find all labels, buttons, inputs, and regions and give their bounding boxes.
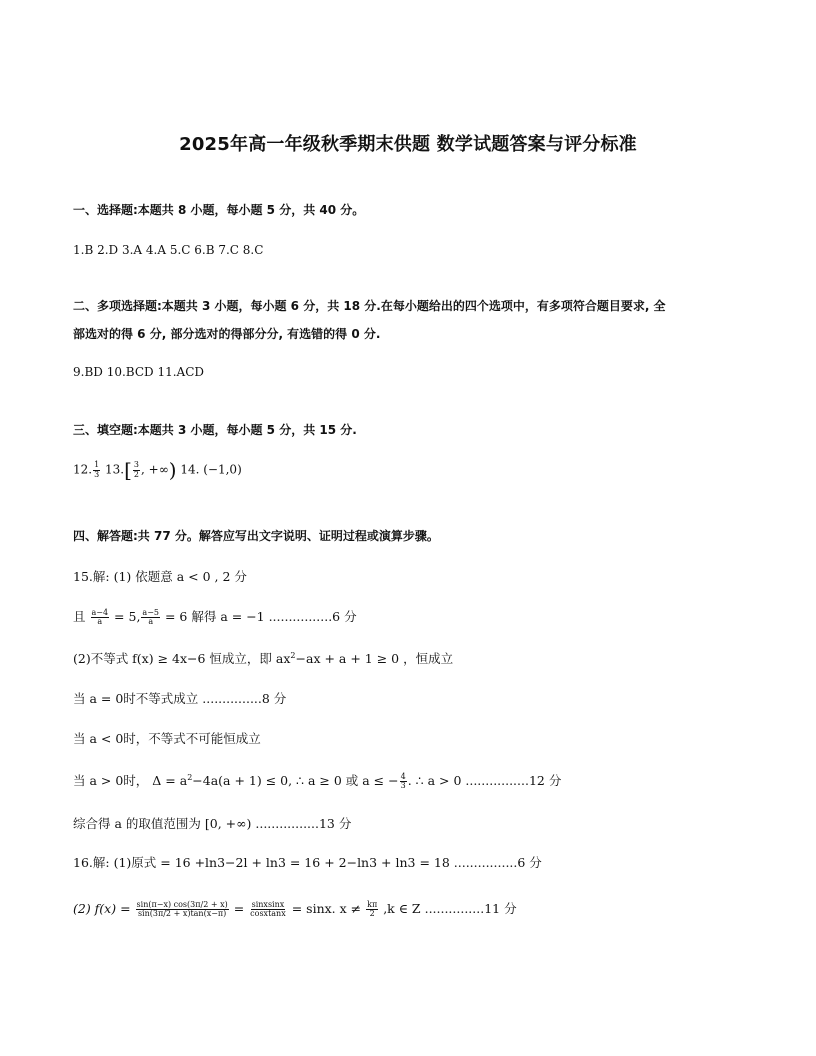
answer-13-label: 13.	[105, 462, 125, 477]
q16-line-2-suffix: ,k ∈ Z ...............11 分	[383, 901, 517, 916]
answer-14: 14. (−1,0)	[180, 462, 242, 477]
q15-line-2-mid: = 5,	[114, 609, 141, 624]
answer-12-label: 12.	[73, 462, 93, 477]
page-title: 2025年高一年级秋季期末供题 数学试题答案与评分标准	[179, 134, 637, 155]
q16-line-1: 16.解: (1)原式 = 16 +ln3−2l + ln3 = 16 + 2−ln3 + ln3 = 18 ................6 分	[73, 855, 542, 870]
q15-line-6-denominator: 3	[400, 781, 406, 791]
q15-line-5: 当 a < 0时，不等式不可能恒成立	[73, 731, 261, 746]
q15-fraction-2	[141, 609, 160, 627]
q15-line-6	[73, 772, 561, 791]
section-1-heading: 一、选择题:本题共 8 小题，每小题 5 分，共 40 分。	[73, 203, 365, 217]
q15-line-4: 当 a = 0时不等式成立 ...............8 分	[73, 691, 287, 706]
q15-line-6-mid: −4a(a + 1) ≤ 0, ∴ a ≥ 0 或 a ≤ −	[192, 773, 399, 789]
q15-fraction-1-denominator: a	[97, 617, 103, 626]
section-3-heading: 三、填空题:本题共 3 小题，每小题 5 分，共 15 分.	[73, 423, 357, 437]
q16-equals: =	[233, 901, 245, 916]
q15-line-6-fraction	[400, 773, 407, 791]
answer-12-numerator: 1	[94, 460, 100, 470]
q15-fraction-1	[91, 609, 110, 627]
section-2-heading-line-2: 部选对的得 6 分, 部分选对的得部分分, 有选错的得 0 分.	[73, 327, 381, 341]
q16-fraction-2	[249, 901, 287, 919]
q16-fraction-2-numerator: sinxsinx	[251, 899, 285, 909]
section-2-answers: 9.BD 10.BCD 11.ACD	[73, 365, 204, 379]
q15-line-7: 综合得 a 的取值范围为 [0, +∞) ................13 分	[73, 816, 352, 831]
q15-line-3-suffix: −ax + a + 1 ≥ 0 ，恒成立	[295, 651, 454, 667]
section-4-heading: 四、解答题:共 77 分。解答应写出文字说明、证明过程或演算步骤。	[73, 529, 439, 543]
q16-line-2-prefix: (2) f(x) =	[73, 901, 131, 916]
q15-fraction-2-numerator: a−5	[142, 607, 159, 617]
section-1-answers: 1.B 2.D 3.A 4.A 5.C 6.B 7.C 8.C	[73, 243, 264, 257]
answer-12-fraction	[93, 461, 100, 479]
q15-line-6-numerator: 4	[400, 771, 406, 781]
q15-line-6-prefix: 当 a > 0时， Δ = a	[73, 773, 188, 789]
answer-13-rest: , +∞	[141, 462, 169, 477]
q16-fraction-2-denominator: cosxtanx	[250, 909, 286, 918]
q16-fraction-1-numerator: sin(π−x) cos(3π/2 + x)	[136, 899, 228, 909]
q15-line-3	[73, 650, 453, 668]
q15-line-2-prefix: 且	[73, 609, 86, 624]
q15-line-1: 15.解: (1) 依题意 a < 0 , 2 分	[73, 569, 247, 584]
q16-fraction-3-denominator: 2	[369, 909, 375, 918]
q15-line-6-suffix: . ∴ a > 0 ................12 分	[407, 773, 562, 789]
q15-line-3-exponent: 2	[290, 651, 296, 660]
q15-fraction-2-denominator: a	[148, 617, 154, 626]
answer-13-open-bracket: [	[124, 458, 132, 482]
answer-13-close-bracket: )	[168, 458, 177, 482]
answer-13-fraction	[133, 461, 140, 479]
section-2-heading-line-1: 二、多项选择题:本题共 3 小题，每小题 6 分，共 18 分.在每小题给出的四个选项中，有多项符合题目要求, 全	[73, 299, 666, 313]
q16-line-2-mid: = sinx. x ≠	[291, 901, 362, 916]
q16-fraction-3-numerator: kπ	[367, 899, 378, 909]
q16-line-2	[73, 900, 517, 918]
section-3-answers	[73, 460, 242, 480]
q15-line-2	[73, 608, 357, 626]
q15-line-2-suffix: = 6 解得 a = −1 ................6 分	[164, 609, 357, 624]
q16-fraction-1-denominator: sin(3π/2 + x)tan(x−π)	[137, 909, 227, 918]
answer-13-denominator: 2	[133, 469, 140, 479]
answer-12-denominator: 3	[94, 469, 100, 479]
answer-13-numerator: 3	[133, 460, 140, 470]
q15-line-6-exponent: 2	[187, 773, 193, 782]
q16-fraction-3	[366, 901, 378, 919]
q16-fraction-1	[136, 901, 229, 919]
q15-line-3-prefix: (2)不等式 f(x) ≥ 4x−6 恒成立，即 ax	[73, 651, 291, 667]
q15-fraction-1-numerator: a−4	[91, 607, 109, 617]
